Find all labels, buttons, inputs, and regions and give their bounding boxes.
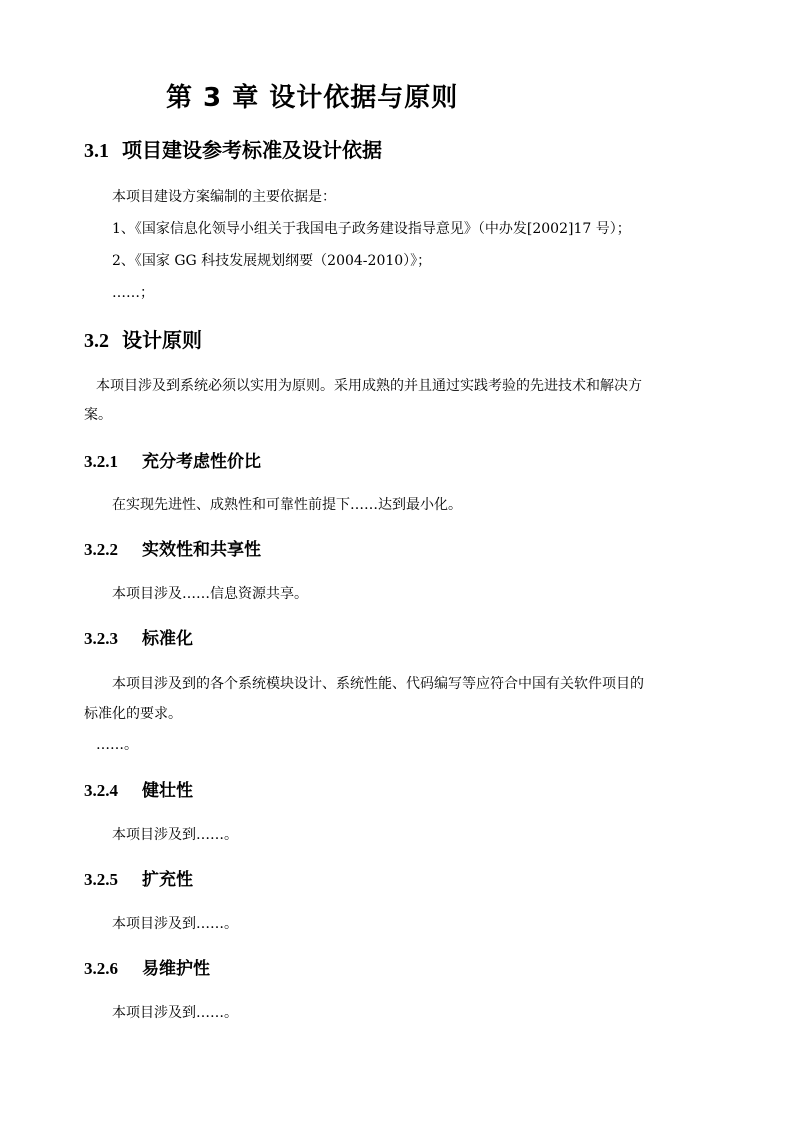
subsection-title: 易维护性 bbox=[142, 959, 210, 979]
section-3-1-intro: 本项目建设方案编制的主要依据是： bbox=[112, 189, 336, 205]
subsection-heading-3-2-3 bbox=[84, 627, 193, 651]
subsection-number: 3.2.1 bbox=[84, 452, 118, 471]
subsection-3-2-3-text-line-2: 标准化的要求。 bbox=[84, 706, 182, 722]
subsection-number: 3.2.6 bbox=[84, 959, 118, 978]
subsection-number: 3.2.2 bbox=[84, 540, 118, 559]
subsection-3-2-5-text: 本项目涉及到……。 bbox=[112, 916, 238, 932]
subsection-3-2-6-text: 本项目涉及到……。 bbox=[112, 1005, 238, 1021]
subsection-3-2-1-text: 在实现先进性、成熟性和可靠性前提下……达到最小化。 bbox=[112, 497, 462, 513]
subsection-heading-3-2-1 bbox=[84, 450, 261, 474]
subsection-heading-3-2-5 bbox=[84, 868, 193, 892]
subsection-number: 3.2.4 bbox=[84, 781, 118, 800]
subsection-title: 健壮性 bbox=[142, 781, 193, 801]
subsection-title: 标准化 bbox=[142, 629, 193, 649]
reference-item-1: 1、《国家信息化领导小组关于我国电子政务建设指导意见》（中办发[2002]17 号）； bbox=[112, 221, 631, 237]
subsection-heading-3-2-6 bbox=[84, 957, 210, 981]
subsection-3-2-4-text: 本项目涉及到……。 bbox=[112, 827, 238, 843]
subsection-3-2-3-text-line-1: 本项目涉及到的各个系统模块设计、系统性能、代码编写等应符合中国有关软件项目的 bbox=[112, 676, 644, 692]
subsection-heading-3-2-4 bbox=[84, 779, 193, 803]
subsection-number: 3.2.3 bbox=[84, 629, 118, 648]
section-heading-3-1 bbox=[84, 136, 382, 165]
section-3-2-intro-line-1: 本项目涉及到系统必须以实用为原则。采用成熟的并且通过实践考验的先进技术和解决方 bbox=[96, 378, 642, 394]
subsection-3-2-3-text-line-3: ……。 bbox=[96, 737, 138, 753]
section-3-2-intro-line-2: 案。 bbox=[84, 407, 112, 423]
subsection-title: 充分考虑性价比 bbox=[142, 452, 261, 472]
subsection-title: 实效性和共享性 bbox=[142, 540, 261, 560]
subsection-number: 3.2.5 bbox=[84, 870, 118, 889]
section-title: 项目建设参考标准及设计依据 bbox=[122, 138, 382, 162]
reference-item-3: ……； bbox=[112, 285, 154, 301]
subsection-title: 扩充性 bbox=[142, 870, 193, 890]
section-number: 3.2 bbox=[84, 330, 109, 352]
subsection-3-2-2-text: 本项目涉及……信息资源共享。 bbox=[112, 586, 308, 602]
section-heading-3-2 bbox=[84, 326, 202, 355]
subsection-heading-3-2-2 bbox=[84, 538, 261, 562]
chapter-title: 第 3 章 设计依据与原则 bbox=[166, 83, 459, 113]
reference-item-2: 2、《国家 GG 科技发展规划纲要（2004-2010）》； bbox=[112, 253, 432, 269]
section-title: 设计原则 bbox=[122, 328, 202, 352]
section-number: 3.1 bbox=[84, 140, 109, 162]
